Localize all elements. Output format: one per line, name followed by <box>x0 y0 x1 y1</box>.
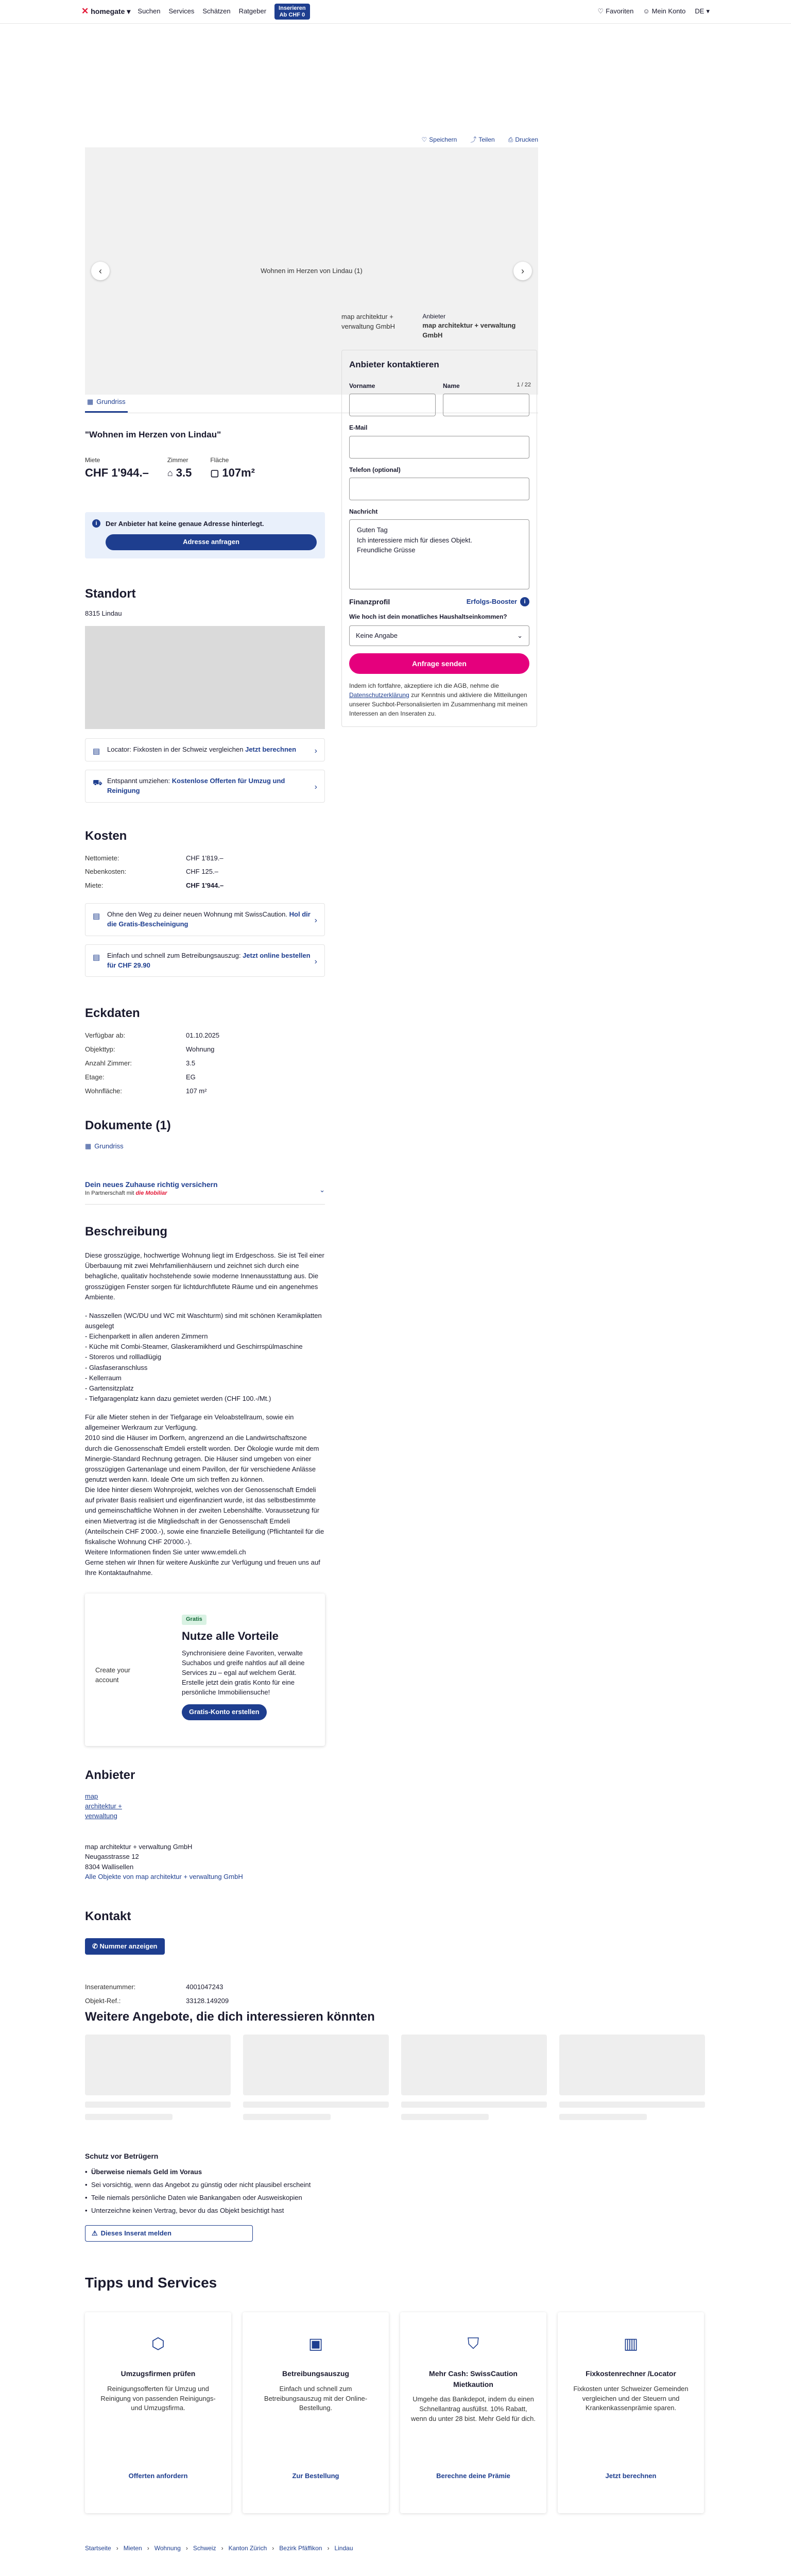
send-request-button[interactable]: Anfrage senden <box>349 653 529 674</box>
first-name-label: Vorname <box>349 382 375 389</box>
heart-icon: ♡ <box>597 7 604 15</box>
offer-card-placeholder[interactable] <box>243 2035 389 2120</box>
detail-key: Objekttyp: <box>85 1045 115 1054</box>
income-select[interactable] <box>349 625 529 646</box>
contact-key: Inseratenummer: <box>85 1983 136 1991</box>
chevron-right-icon: › <box>327 2544 330 2552</box>
document-label: Grundriss <box>94 1142 124 1150</box>
account-label: Mein Konto <box>651 7 686 15</box>
nav-guide[interactable]: Ratgeber <box>238 7 267 15</box>
cost-row <box>85 879 325 893</box>
chevron-right-icon: › <box>116 2544 118 2552</box>
tip-card <box>558 2312 704 2513</box>
brand-name: homegate <box>91 7 125 16</box>
area-fact <box>210 456 255 481</box>
contact-form-heading: Anbieter kontaktieren <box>349 360 439 370</box>
offer-card-placeholder[interactable] <box>85 2035 231 2120</box>
email-field[interactable] <box>349 436 529 459</box>
details-heading: Eckdaten <box>85 1006 140 1021</box>
rooms-fact <box>167 456 192 481</box>
cost-row <box>85 852 325 866</box>
rent-fact <box>85 456 149 481</box>
benefits-heading: Nutze alle Vorteile <box>182 1630 279 1643</box>
certificate-icon: ▣ <box>308 2335 323 2352</box>
contact-value: 4001047243 <box>186 1983 223 1991</box>
contact-row <box>85 1994 325 2008</box>
location-address: 8315 Lindau <box>85 609 122 618</box>
phone-label: Telefon (optional) <box>349 466 401 473</box>
detail-value: 01.10.2025 <box>186 1031 220 1040</box>
offer-card-placeholder[interactable] <box>401 2035 547 2120</box>
nav-search[interactable]: Suchen <box>137 7 161 15</box>
description-paragraph: - Nasszellen (WC/DU und WC mit Waschturm) sind mit schönen Keramikplatten ausgelegt - Eichenparkett in allen anderen Zimmern - Küche mit Combi-Steamer, Glaskeramikherd und Geschirrspülmaschine - Storeros und rollladlügig - Glasfaseranschluss - Kellerraum - Gartensitzplatz - Tiefgaragenplatz kann dazu gemietet werden (CHF 100.-/Mt.) <box>85 1311 322 1402</box>
share-button[interactable] <box>470 135 494 144</box>
debt-extract-promo[interactable] <box>85 944 325 977</box>
gallery-counter: 1 / 22 <box>517 382 531 388</box>
contact-heading: Kontakt <box>85 1909 131 1923</box>
truck-icon: ⛟ <box>93 778 102 788</box>
gallery-next-button[interactable] <box>513 262 532 280</box>
account-benefits-card <box>85 1594 325 1746</box>
promo-link[interactable]: Kostenlose Offerten für Umzug und Reinigung <box>107 777 285 794</box>
message-field[interactable]: Guten Tag Ich interessiere mich für dieses Objekt. Freundliche Grüsse <box>349 519 529 589</box>
tip-card <box>85 2312 231 2513</box>
contact-sidebar <box>341 312 537 727</box>
nav-services[interactable]: Services <box>168 7 195 15</box>
homegate-mark-icon: ✕ <box>81 6 89 16</box>
chevron-right-icon: › <box>272 2544 274 2552</box>
breadcrumb-item[interactable]: Wohnung <box>154 2544 181 2552</box>
finance-profile-label: Finanzprofil <box>349 598 390 606</box>
show-number-button[interactable] <box>85 1938 165 1955</box>
breadcrumb-item[interactable]: Kanton Zürich <box>228 2544 267 2552</box>
description-paragraph: Diese grosszügige, hochwertige Wohnung liegt im Erdgeschoss. Sie ist Teil einer Überbauung mit zwei Mehrfamilienhäusern und zeichnet sich durch eine behagliche, qualitativ hochstehende sowie moderne Innenausstattung aus. Die grosszügigen Fenster sorgen für lichtdurchflutete Räume und ein angenehmes Ambiente. <box>85 1251 324 1301</box>
phone-field[interactable] <box>349 478 529 500</box>
chevron-right-icon: › <box>147 2544 149 2552</box>
promo-text: Ohne den Weg zu deiner neuen Wohnung mit SwissCaution. <box>107 910 288 919</box>
gallery-prev-button[interactable] <box>91 262 110 280</box>
promo-link[interactable]: Hol dir die Gratis-Bescheinigung <box>107 910 311 928</box>
fraud-tip: • Teile niemals persönliche Daten wie Bankangaben oder Ausweiskopien <box>85 2193 706 2203</box>
chevron-down-icon: ⌄ <box>517 631 523 639</box>
tab-floorplan[interactable] <box>85 397 128 413</box>
fraud-tip: • Überweise niemals Geld im Voraus <box>85 2167 706 2177</box>
detail-row <box>85 1071 325 1084</box>
calculator-icon: ▤ <box>93 747 100 756</box>
homegate-logo[interactable] <box>81 5 130 18</box>
printer-icon: ⎙ <box>508 136 513 144</box>
chevron-right-icon: › <box>521 265 524 276</box>
cost-row <box>85 865 325 879</box>
detail-row <box>85 1084 325 1098</box>
documents-heading: Dokumente (1) <box>85 1118 171 1132</box>
provider-logo[interactable]: map architektur + verwaltung <box>85 1792 122 1820</box>
info-icon[interactable]: i <box>520 597 529 606</box>
provider-address <box>85 1842 325 1882</box>
costs-heading: Kosten <box>85 828 127 843</box>
tip-card <box>243 2312 389 2513</box>
cost-key: Nettomiete: <box>85 854 119 862</box>
detail-key: Etage: <box>85 1073 105 1081</box>
detail-key: Verfügbar ab: <box>85 1031 126 1040</box>
breadcrumb <box>85 2544 706 2553</box>
finance-profile <box>349 597 529 607</box>
chevron-down-icon: ▾ <box>127 7 131 16</box>
document-icon: ▤ <box>93 912 100 921</box>
language-select[interactable] <box>695 7 710 16</box>
tip-text: Umgehe das Bankdepot, indem du einen Schnellantrag ausfüllst. 10% Rabatt, wenn du unter 28 bist. Mehr Geld für dich. <box>410 2395 536 2422</box>
request-address-button[interactable]: Adresse anfragen <box>106 534 317 550</box>
tip-link[interactable]: Offerten anfordern <box>128 2472 188 2480</box>
location-map[interactable] <box>85 626 325 729</box>
legal-notice <box>349 681 529 718</box>
tips-heading: Tipps und Services <box>85 2275 217 2291</box>
tip-title: Mehr Cash: SwissCaution Mietkaution <box>429 2369 518 2388</box>
fraud-tip: • Sei vorsichtig, wenn das Angebot zu günstig oder nicht plausibel erscheint <box>85 2180 706 2190</box>
moving-box-icon: ⬡ <box>151 2335 165 2352</box>
fraud-protection <box>85 2151 706 2242</box>
cost-key: Nebenkosten: <box>85 868 127 876</box>
insurance-sub: In Partnerschaft mit <box>85 1190 134 1197</box>
locator-promo[interactable] <box>85 738 325 761</box>
tip-title: Betreibungsauszug <box>282 2369 349 2378</box>
share-label: Teilen <box>478 136 495 144</box>
detail-key: Anzahl Zimmer: <box>85 1059 132 1067</box>
chevron-down-icon: ▾ <box>706 7 710 15</box>
area-value: 107m² <box>222 466 255 480</box>
breadcrumb-item[interactable]: Lindau <box>334 2544 353 2552</box>
user-icon: ☺ <box>643 7 650 15</box>
address-alert <box>85 512 325 558</box>
chevron-right-icon: › <box>314 782 317 791</box>
chevron-left-icon: ‹ <box>99 265 102 276</box>
cost-value: CHF 1'819.– <box>186 854 223 862</box>
tip-card <box>400 2312 546 2513</box>
breadcrumb-item[interactable]: Mieten <box>123 2544 142 2552</box>
floorplan-icon: ▦ <box>87 398 94 406</box>
message-label: Nachricht <box>349 507 378 515</box>
sell-price: Ab CHF 0 <box>279 11 305 18</box>
tip-text: Einfach und schnell zum Betreibungsauszug mit der Online-Bestellung. <box>264 2384 368 2412</box>
tip-text: Fixkosten unter Schweizer Gemeinden vergleichen und der Steuern und Krankenkassenprämie sparen. <box>573 2384 689 2412</box>
legal-text: zur Kenntnis und aktiviere die Mitteilungen unserer Suchbot-Personalisierten im Zusammenhang mit meinen Interessen an den Inseraten zu. <box>349 691 528 718</box>
description-body <box>85 1250 325 1578</box>
document-icon: ▤ <box>93 953 100 962</box>
house-icon: ⌂ <box>167 467 173 478</box>
save-button[interactable] <box>422 135 457 144</box>
breadcrumb-item[interactable]: Schweiz <box>193 2544 216 2552</box>
print-label: Drucken <box>515 136 538 144</box>
detail-row <box>85 1057 325 1071</box>
cost-value: CHF 125.– <box>186 868 218 876</box>
first-name-field[interactable] <box>349 394 436 416</box>
info-icon: i <box>92 519 100 528</box>
sidebar-provider <box>341 312 537 341</box>
description-heading: Beschreibung <box>85 1225 168 1239</box>
map-icon: ▥ <box>623 2335 639 2352</box>
area-icon: ▢ <box>210 467 219 478</box>
tab-label: Grundriss <box>96 398 126 406</box>
email-label: E-Mail <box>349 424 368 432</box>
offer-card-placeholder[interactable] <box>559 2035 705 2120</box>
provider-street: Neugasstrasse 12 <box>85 1853 139 1861</box>
rooms-label: Zimmer <box>167 456 188 464</box>
provider-all-listings-link[interactable]: Alle Objekte von map architektur + verwaltung GmbH <box>85 1873 243 1881</box>
promo-link[interactable]: Jetzt online bestellen für CHF 29.90 <box>107 951 311 969</box>
tips-list <box>85 2312 706 2513</box>
detail-value: 3.5 <box>186 1059 196 1067</box>
key-facts <box>85 456 325 481</box>
heart-icon: ♡ <box>421 136 427 144</box>
mobiliar-logo: die Mobiliar <box>135 1190 167 1197</box>
fraud-tip: • Unterzeichne keinen Vertrag, bevor du das Objekt besichtigt hast <box>85 2206 706 2216</box>
detail-row <box>85 1029 325 1043</box>
file-icon: ▦ <box>85 1142 92 1150</box>
contact-key: Objekt-Ref.: <box>85 1997 121 2005</box>
create-account-image: Create your account <box>95 1666 130 1684</box>
promo-text: Entspannt umziehen: <box>107 777 170 785</box>
sell-button[interactable] <box>274 4 310 20</box>
more-offers-list <box>85 2035 706 2120</box>
warning-icon: ⚠ <box>92 2229 98 2237</box>
favorites-label: Favoriten <box>606 7 634 15</box>
legal-text: Indem ich fortfahre, akzeptiere ich die AGB, nehme die <box>349 682 499 690</box>
provider-heading: Anbieter <box>85 1768 135 1783</box>
success-booster-link[interactable]: Erfolgs-Booster <box>466 598 517 605</box>
contact-row <box>85 1980 325 1994</box>
gallery-image-alt: Wohnen im Herzen von Lindau (1) <box>261 266 363 275</box>
breadcrumb-item[interactable]: Bezirk Pfäffikon <box>279 2544 322 2552</box>
income-question: Wie hoch ist dein monatliches Haushaltseinkommen? <box>349 613 507 620</box>
cost-key: Miete: <box>85 882 104 890</box>
area-label: Fläche <box>210 456 229 464</box>
detail-key: Wohnfläche: <box>85 1087 123 1095</box>
top-navigation <box>0 0 791 24</box>
chevron-right-icon: › <box>221 2544 223 2552</box>
promo-text: Einfach und schnell zum Betreibungsauszug: <box>107 951 241 959</box>
detail-row <box>85 1043 325 1057</box>
swisscaution-promo[interactable] <box>85 903 325 936</box>
report-listing-button[interactable] <box>85 2225 253 2242</box>
benefits-text: Synchronisiere deine Favoriten, verwalte Suchabos und greife nahtlos auf all deine Services zu – egal auf welchem Gerät. Erstelle jetzt dein gratis Konto für eine persönliche Immobiliensuche! <box>182 1649 305 1696</box>
sidebar-provider-logo[interactable]: map architektur + verwaltung GmbH <box>341 313 396 330</box>
rent-label: Miete <box>85 456 100 464</box>
fraud-heading: Schutz vor Betrügern <box>85 2151 159 2160</box>
create-account-button[interactable]: Gratis-Konto erstellen <box>182 1704 267 1720</box>
phone-icon: ✆ <box>92 1942 100 1950</box>
language-label: DE <box>695 7 704 15</box>
main-column <box>85 413 325 2008</box>
tip-text: Reinigungsofferten für Umzug und Reinigung von passenden Reinigungs- und Umzugsfirma. <box>100 2384 216 2412</box>
sidebar-provider-label: Anbieter <box>422 313 446 320</box>
income-select-value: Keine Angabe <box>356 631 398 639</box>
detail-value: EG <box>186 1073 196 1081</box>
chevron-right-icon: › <box>185 2544 188 2552</box>
description-paragraph: Für alle Mieter stehen in der Tiefgarage ein Veloabstellraum, sowie ein allgemeiner Werkraum zur Verfügung. 2010 sind die Häuser im Dorfkern, angrenzend an die Landwirtschaftszone durch die Genossenschaft Emdeli erstellt worden. Der Ökologie wurde mit dem Minergie-Standard Rechnung getragen. Die Häuser sind umgeben von einer grosszügigen Gartenanlage und einem Pavillon, der für verschiedene Anlässe genutzt werden kann. Ideale Orte um sich treffen zu können. Die Idee hinter diesem Wohnprojekt, welches von der Genossenschaft Emdeli auf privater Basis realisiert und eigenfinanziert wurde, ist das selbstbestimmte und gemeinschaftliche Wohnen in der zweiten Lebenshälfte. Voraussetzung für einen Mietvertrag ist die Mitgliedschaft in der Genossenschaft Emdeli (Anteilschein CHF 2'000.-), sowie eine finanzielle Beteiligung (Pflichtanteil für die fiskalische Wohnung CHF 20'000.-). Weitere Informationen finden Sie unter www.emdeli.ch Gerne stehen wir Ihnen für weitere Auskünfte zur Verfügung und freuen uns auf Ihre Kontaktaufnahme. <box>85 1413 324 1577</box>
tip-title: Umzugsfirmen prüfen <box>121 2369 196 2378</box>
chevron-right-icon: › <box>314 746 317 755</box>
nav-estimate[interactable]: Schätzen <box>202 7 231 15</box>
share-icon: ⤴ <box>470 136 477 144</box>
detail-value: 107 m² <box>186 1087 207 1095</box>
last-name-label: Name <box>443 382 460 389</box>
save-label: Speichern <box>429 136 457 144</box>
more-offers-heading: Weitere Angebote, die dich interessieren könnten <box>85 2010 375 2024</box>
promo-link[interactable]: Jetzt berechnen <box>245 745 297 754</box>
document-link[interactable] <box>85 1142 325 1151</box>
tip-link[interactable]: Berechne deine Prämie <box>436 2472 510 2480</box>
insurance-title: Dein neues Zuhause richtig versichern <box>85 1180 218 1189</box>
contact-section <box>85 1908 325 2008</box>
shield-icon: ⛉ <box>467 2335 479 2352</box>
listing-title: "Wohnen im Herzen von Lindau" <box>85 430 221 439</box>
lower-section <box>85 2008 706 2553</box>
rent-value: CHF 1'944.– <box>85 466 149 480</box>
promo-text: Locator: Fixkosten in der Schweiz vergleichen <box>107 745 244 754</box>
address-alert-text: Der Anbieter hat keine genaue Adresse hinterlegt. <box>106 519 264 528</box>
insurance-promo[interactable] <box>85 1179 325 1205</box>
sidebar-provider-name: map architektur + verwaltung GmbH <box>422 321 516 340</box>
cost-value: CHF 1'944.– <box>186 882 224 890</box>
chevron-down-icon: ⌄ <box>319 1186 325 1194</box>
ad-space <box>85 24 706 133</box>
favorites-link[interactable] <box>598 7 634 16</box>
rooms-value: 3.5 <box>176 466 192 480</box>
contact-form <box>341 350 537 727</box>
sell-label: Inserieren <box>279 5 306 11</box>
contact-value: 33128.149209 <box>186 1997 229 2005</box>
tip-link[interactable]: Zur Bestellung <box>292 2472 339 2480</box>
breadcrumb-item[interactable]: Startseite <box>85 2544 111 2552</box>
provider-city: 8304 Wallisellen <box>85 1862 134 1871</box>
chevron-right-icon: › <box>314 957 317 966</box>
moving-promo[interactable] <box>85 770 325 803</box>
last-name-field[interactable] <box>443 394 529 416</box>
privacy-link[interactable]: Datenschutzerklärung <box>349 691 409 699</box>
show-number-label: Nummer anzeigen <box>99 1942 158 1950</box>
detail-value: Wohnung <box>186 1045 215 1054</box>
account-link[interactable] <box>643 7 685 16</box>
location-heading: Standort <box>85 586 136 601</box>
report-label: Dieses Inserat melden <box>100 2229 171 2237</box>
tip-title: Fixkostenrechner /Locator <box>586 2369 676 2378</box>
share-actions <box>85 133 538 147</box>
tip-link[interactable]: Jetzt berechnen <box>605 2472 657 2480</box>
provider-name: map architektur + verwaltung GmbH <box>85 1842 193 1851</box>
print-button[interactable] <box>508 135 538 144</box>
chevron-right-icon: › <box>314 916 317 925</box>
free-badge: Gratis <box>182 1615 207 1625</box>
